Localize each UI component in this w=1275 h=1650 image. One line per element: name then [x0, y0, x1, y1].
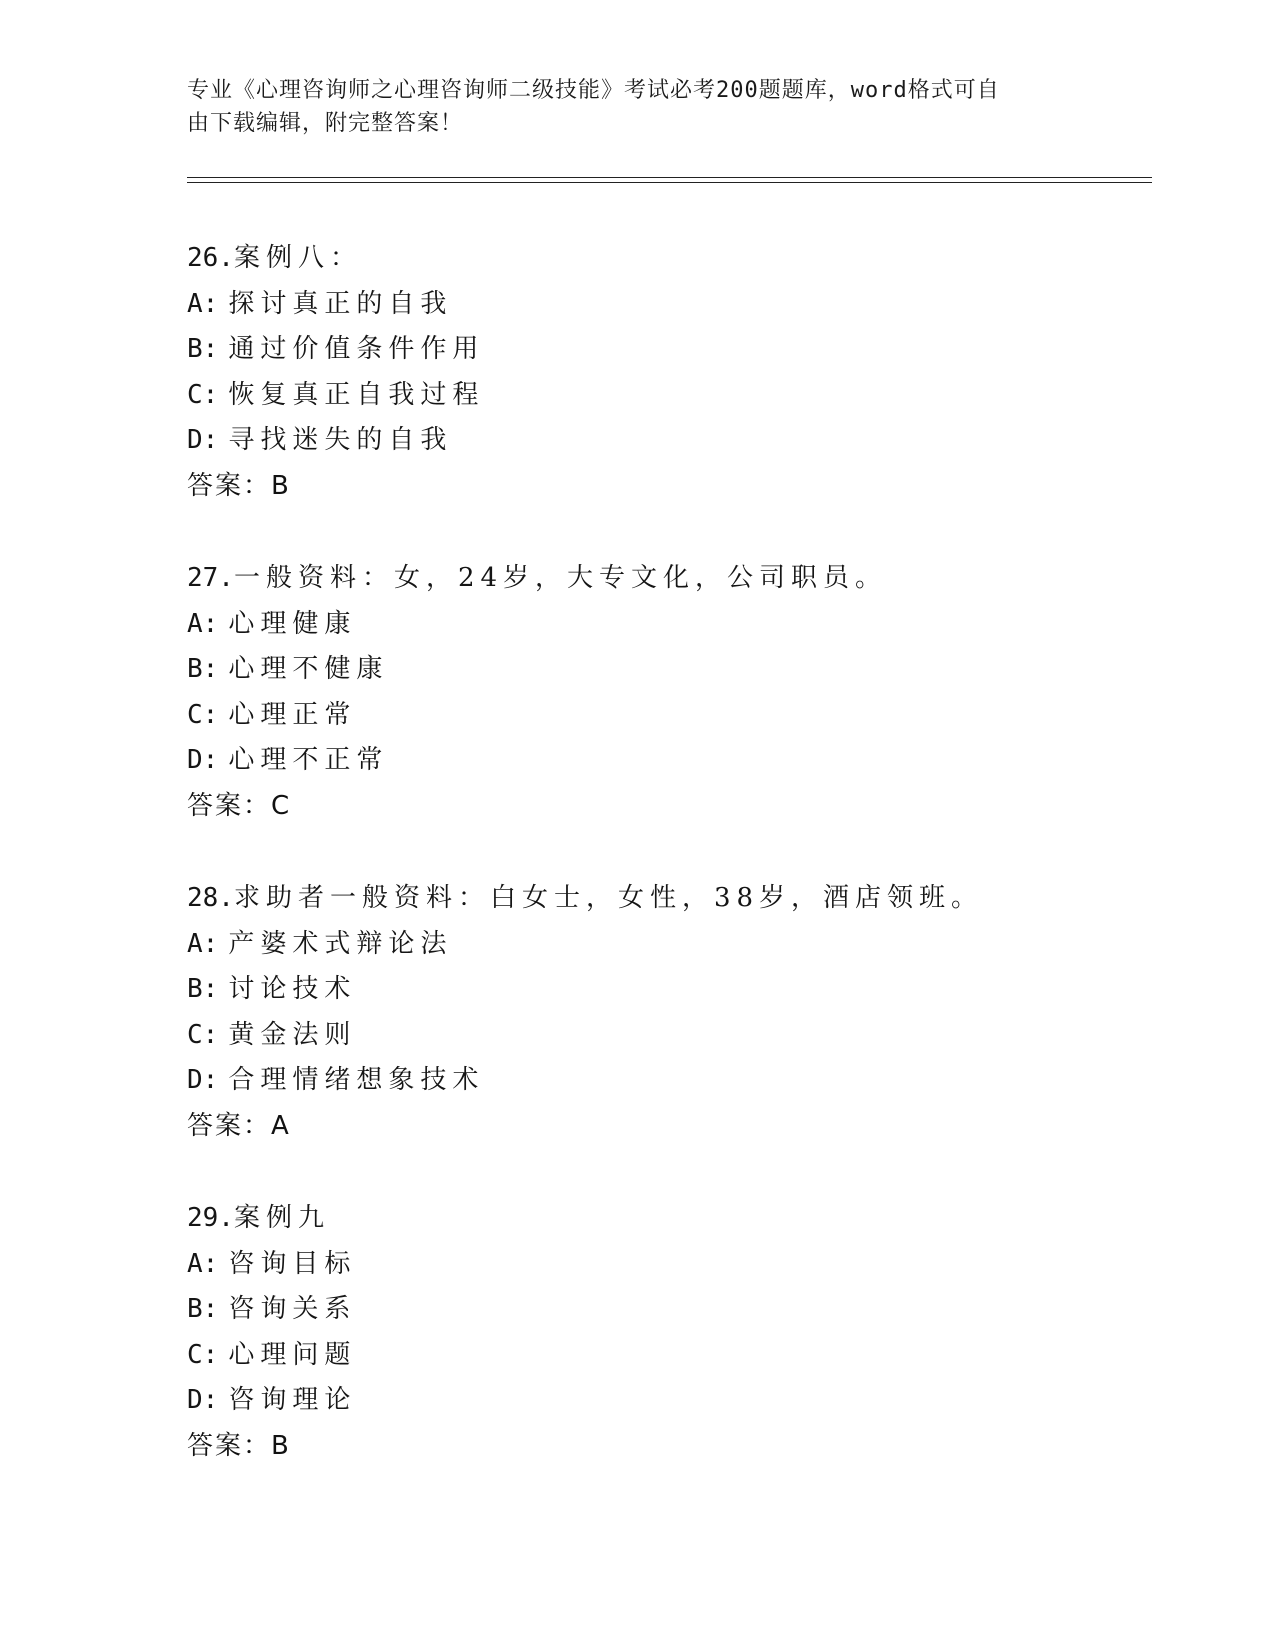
- option-b: [187, 647, 1147, 693]
- question-item: [187, 876, 1147, 1196]
- option-text: 通过价值条件作用: [228, 334, 485, 364]
- option-c: [187, 373, 1147, 419]
- option-text: 心理健康: [228, 608, 357, 639]
- option-letter: A:: [187, 608, 219, 639]
- header-line-1: 专业《心理咨询师之心理咨询师二级技能》考试必考200题题库，word格式可自: [187, 78, 1000, 103]
- option-b: [187, 327, 1147, 373]
- option-letter: B:: [187, 654, 219, 684]
- option-letter: B:: [187, 1294, 219, 1324]
- option-text: 咨询目标: [228, 1248, 357, 1279]
- option-text: 咨询理论: [228, 1385, 357, 1415]
- option-letter: D:: [187, 1065, 219, 1095]
- option-d: [187, 1378, 1147, 1424]
- option-letter: A:: [187, 288, 219, 319]
- option-c: [187, 1013, 1147, 1059]
- option-text: 心理不正常: [228, 745, 389, 775]
- option-letter: C:: [187, 1019, 219, 1050]
- question-list: [187, 236, 1147, 1516]
- option-text: 恢复真正自我过程: [228, 379, 485, 410]
- option-d: [187, 418, 1147, 464]
- option-letter: C:: [187, 699, 219, 730]
- answer-line: 答案：B: [187, 470, 291, 501]
- header-line-2: 由下载编辑，附完整答案！: [187, 111, 464, 136]
- option-b: [187, 967, 1147, 1013]
- option-text: 心理不健康: [228, 654, 389, 684]
- option-text: 心理正常: [228, 699, 357, 730]
- header-divider-top: [187, 177, 1152, 178]
- question-text: 一般资料：女，24岁，大专文化，公司职员。: [233, 563, 888, 593]
- question-text: 案例八：: [233, 243, 362, 273]
- option-a: [187, 282, 1147, 328]
- option-letter: D:: [187, 425, 219, 455]
- option-a: [187, 602, 1147, 648]
- question-text: 案例九: [233, 1203, 330, 1233]
- option-a: [187, 922, 1147, 968]
- option-letter: B:: [187, 974, 219, 1004]
- document-header: [187, 74, 1067, 140]
- option-text: 探讨真正的自我: [228, 288, 453, 319]
- option-text: 黄金法则: [228, 1019, 357, 1050]
- option-c: [187, 1333, 1147, 1379]
- question-number: 27.: [187, 563, 234, 593]
- option-letter: D:: [187, 1385, 219, 1415]
- option-text: 咨询关系: [228, 1294, 357, 1324]
- header-divider-bottom: [187, 182, 1152, 183]
- question-number: 26.: [187, 243, 234, 273]
- answer-line: 答案：A: [187, 1110, 291, 1141]
- option-a: [187, 1242, 1147, 1288]
- question-text: 求助者一般资料：白女士，女性，38岁，酒店领班。: [233, 883, 984, 913]
- question-item: [187, 236, 1147, 556]
- option-letter: B:: [187, 334, 219, 364]
- option-c: [187, 693, 1147, 739]
- option-text: 讨论技术: [228, 974, 357, 1004]
- answer-line: 答案：B: [187, 1430, 291, 1461]
- option-letter: C:: [187, 379, 219, 410]
- question-title: [187, 236, 1147, 282]
- option-text: 寻找迷失的自我: [228, 425, 453, 455]
- question-number: 29.: [187, 1203, 234, 1233]
- option-letter: A:: [187, 1248, 219, 1279]
- option-text: 合理情绪想象技术: [228, 1065, 485, 1095]
- option-text: 心理问题: [228, 1339, 357, 1370]
- question-item: [187, 1196, 1147, 1516]
- question-title: [187, 556, 1147, 602]
- option-letter: D:: [187, 745, 219, 775]
- question-title: [187, 1196, 1147, 1242]
- answer-line: 答案：C: [187, 790, 292, 821]
- option-d: [187, 1058, 1147, 1104]
- option-letter: C:: [187, 1339, 219, 1370]
- option-letter: A:: [187, 928, 219, 959]
- option-b: [187, 1287, 1147, 1333]
- question-title: [187, 876, 1147, 922]
- option-d: [187, 738, 1147, 784]
- option-text: 产婆术式辩论法: [228, 928, 453, 959]
- question-item: [187, 556, 1147, 876]
- question-number: 28.: [187, 883, 234, 913]
